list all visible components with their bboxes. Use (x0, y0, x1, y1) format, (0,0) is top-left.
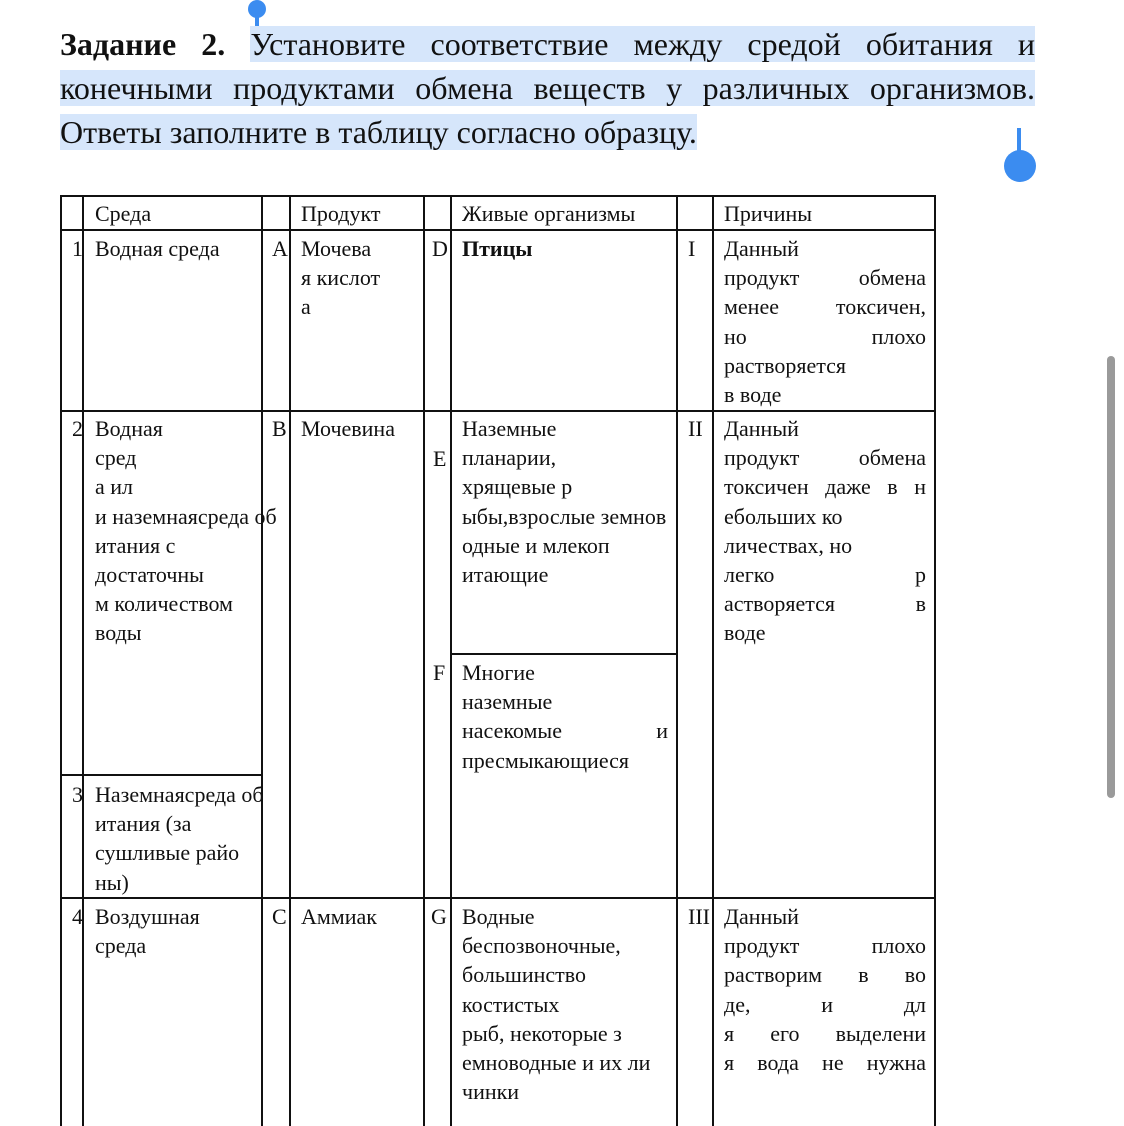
header-organisms: Живые организмы (462, 201, 636, 226)
cell-text-line: одные и млекоп (462, 532, 610, 558)
cell-text-line: воде (724, 620, 766, 646)
cell-text-line: Мочевина (301, 416, 395, 441)
cell-text-line: планарии, (462, 445, 557, 471)
environment-4 (95, 902, 200, 960)
cell-text-line: ебольших ко (724, 503, 843, 529)
cell-text-line: Данный (724, 236, 799, 261)
cell-text-line: я его выделени (724, 1020, 926, 1046)
cell-text-line: сред (95, 445, 137, 471)
reason-1 (724, 234, 926, 409)
cell-text-line: чинки (462, 1079, 520, 1105)
cell-text-line: большинство (462, 962, 587, 988)
cell-text-line: м количеством (95, 591, 233, 617)
cell-text-line: а ил (95, 474, 134, 500)
cell-text-line: продукт обмена (724, 265, 926, 291)
environment-num-1: 1 (72, 236, 83, 261)
cell-text-line: Воздушная (95, 904, 200, 929)
organism-letter-e: E (433, 446, 447, 471)
product-b (301, 414, 395, 443)
product-letter-b: B (272, 416, 287, 441)
organism-letter-g: G (431, 904, 447, 929)
task-statement (60, 22, 1035, 154)
environment-num-2: 2 (72, 416, 83, 441)
cell-text-line: ыбы,взрослые земнов (462, 503, 667, 529)
cell-text-line: Водные (462, 904, 535, 929)
cell-text-line: в воде (724, 382, 782, 408)
cell-text-line: менее токсичен, (724, 294, 926, 320)
task-label: Задание 2. (60, 26, 226, 62)
cell-text-line: я кислот (301, 265, 381, 291)
selection-end-handle-icon[interactable] (1003, 128, 1043, 184)
header-environment: Среда (95, 201, 152, 226)
selection-start-handle-icon[interactable] (244, 0, 270, 26)
environment-num-3: 3 (72, 782, 83, 807)
cell-text-line: беспозвоночные, (462, 933, 621, 959)
cell-text-line: рыб, некоторые з (462, 1020, 622, 1046)
cell-text-line: итания с (95, 532, 176, 558)
cell-text-line: достаточны (95, 562, 204, 588)
cell-text-line: костистых (462, 991, 560, 1017)
organism-letter-f: F (433, 660, 446, 685)
reason-2 (724, 414, 926, 648)
cell-text-line: астворяется в (724, 591, 926, 617)
reason-num-1: I (688, 236, 696, 261)
cell-text-line: емноводные и их ли (462, 1050, 651, 1076)
cell-text-line: наземные (462, 689, 553, 715)
cell-text-line: пресмыкающиеся (462, 747, 630, 773)
cell-text-line: личествах, но (724, 532, 853, 558)
cell-text-line: растворяется (724, 352, 847, 378)
cell-text-line: а (301, 294, 311, 320)
reason-3 (724, 902, 926, 1077)
product-a (301, 234, 380, 322)
organism-d (462, 234, 532, 263)
cell-text-line: итающие (462, 562, 549, 588)
environment-2 (95, 414, 277, 648)
cell-text-line: итания (за (95, 811, 192, 837)
reason-num-2: II (688, 416, 703, 441)
cell-text-line: я вода не нужна (724, 1050, 926, 1076)
cell-text-line: насекомые и (462, 718, 668, 744)
reason-num-3: III (688, 904, 710, 929)
cell-text-line: токсичен даже в н (724, 474, 926, 500)
organism-g (462, 902, 650, 1106)
cell-text-line: но плохо (724, 323, 926, 349)
header-reasons: Причины (724, 201, 813, 226)
organism-e (462, 414, 666, 589)
environment-1 (95, 234, 220, 263)
selected-text[interactable]: Установите соответствие между средой обитания и конечными продуктами обмена веществ у различных организмов. Ответы заполните в таблицу согласно образцу. (60, 26, 1036, 150)
cell-text-line: ны) (95, 869, 129, 895)
product-letter-a: A (272, 236, 288, 261)
product-c (301, 902, 377, 931)
environment-3 (95, 780, 264, 897)
cell-text-line: Наземные (462, 416, 557, 441)
cell-text-line: Мочева (301, 236, 372, 261)
cell-text-line: легко р (724, 562, 926, 588)
cell-text-line: продукт плохо (724, 933, 926, 959)
cell-text-line: Водная среда (95, 236, 220, 261)
cell-text-line: Данный (724, 904, 799, 929)
cell-text-line: Данный (724, 416, 799, 441)
correspondence-table (60, 195, 936, 1126)
organism-letter-d: D (432, 236, 448, 261)
cell-text-line: и наземнаясреда об (95, 503, 277, 529)
cell-text-line: растворим в во (724, 962, 926, 988)
scrollbar[interactable] (1107, 356, 1115, 798)
cell-text-line: Птицы (462, 236, 533, 261)
cell-text-line: Наземнаясреда об (95, 782, 264, 807)
cell-text-line: среда (95, 933, 147, 959)
cell-text-line: де, и дл (724, 991, 926, 1017)
product-letter-c: C (272, 904, 287, 929)
cell-text-line: воды (95, 620, 142, 646)
cell-text-line: сушливые райо (95, 840, 240, 866)
cell-text-line: Водная (95, 416, 163, 441)
cell-text-line: хрящевые р (462, 474, 573, 500)
cell-text-line: продукт обмена (724, 445, 926, 471)
organism-f (462, 658, 668, 775)
cell-text-line: Аммиак (301, 904, 377, 929)
header-product: Продукт (301, 201, 381, 226)
environment-num-4: 4 (72, 904, 83, 929)
cell-text-line: Многие (462, 660, 535, 685)
